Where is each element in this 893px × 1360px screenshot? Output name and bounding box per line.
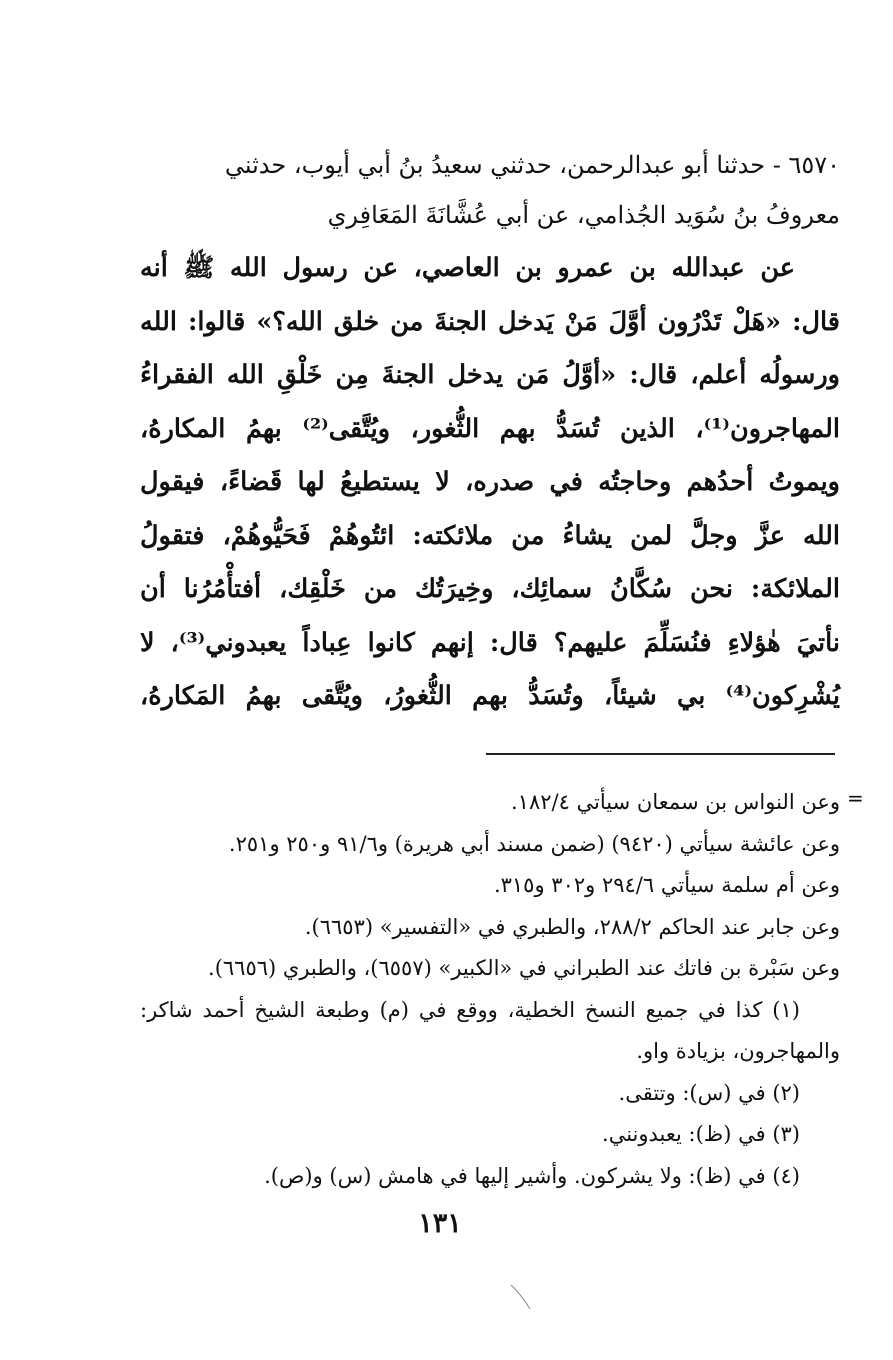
hadith-isnad [140,140,840,240]
footnotes [140,782,840,1197]
isnad-line: ٦٥٧٠ - حدثنا أبو عبدالرحمن، حدثني سعيدُ بنُ أبي أيوب، حدثني [224,151,840,179]
matn-line: ورسولُه أعلم، قال: «أوَّلُ مَن يدخل الجنةَ مِن خَلْقِ الله الفقراءُ [140,360,840,390]
matn-line: يُشْرِكون⁽⁴⁾ بي شيئاً، وتُسَدُّ بهم الثُّغورُ، ويُتَّقى بهمُ المَكارهُ، [140,681,840,711]
footnote-continuation-marker: = [847,786,864,810]
footnote-1-continuation: والمهاجرون، بزيادة واو. [636,1039,840,1063]
footnote-continuation-line: وعن عائشة سيأتي (٩٤٢٠) (ضمن مسند أبي هريرة) و٩١/٦ و٢٥٠ و٢٥١. [228,831,840,856]
page-number: ١٣١ [418,1208,462,1239]
footnote-2: (٢) في (س): وتتقى. [618,1080,800,1105]
matn-line: عن عبدالله بن عمرو بن العاصي، عن رسول الله ﷺ أنه [140,253,795,283]
matn-line: نأتيَ هٰؤلاءِ فنُسَلِّمَ عليهم؟ قال: إنهم كانوا عِباداً يعبدوني⁽³⁾، لا [140,627,841,658]
footnote-continuation-line: وعن النواس بن سمعان سيأتي ١٨٢/٤. [510,790,840,814]
footnote-1: (١) كذا في جميع النسخ الخطية، ووقع في (م) وطبعة الشيخ أحمد شاكر: [140,997,800,1022]
footnote-continuation-line: وعن أم سلمة سيأتي ٢٩٤/٦ و٣٠٢ و٣١٥. [493,873,840,897]
matn-line: ويموتُ أحدُهم وحاجتُه في صدره، لا يستطيعُ لها قَضاءً، فيقول [140,467,840,497]
footnote-continuation-line: وعن جابر عند الحاكم ٢٨٨/٢، والطبري في «التفسير» (٦٦٥٣). [304,914,840,939]
footnote-4: (٤) في (ظ): ولا يشركون. وأشير إليها في هامش (س) و(ص). [264,1163,800,1188]
isnad-line: معروفُ بنُ سُوَيد الجُذامي، عن أبي عُشَّانَةَ المَعَافِري [327,201,840,229]
footnote-continuation-line: وعن سَبْرة بن فاتك عند الطبراني في «الكبير» (٦٥٥٧)، والطبري (٦٦٥٦). [208,956,840,980]
scan-mark [508,1283,538,1313]
hadith-matn [140,242,840,724]
matn-line: الملائكة: نحن سُكَّانُ سمائِك، وخِيرَتُك من خَلْقِك، أفتأْمُرُنا أن [140,574,840,604]
matn-line: قال: «هَلْ تَدْرُون أوَّلَ مَنْ يَدخل الجنةَ من خلق الله؟» قالوا: الله [140,306,840,337]
matn-line: المهاجرون⁽¹⁾، الذين تُسَدُّ بهم الثُّغور، ويُتَّقى⁽²⁾ بهمُ المكارهُ، [140,413,840,444]
footnote-3: (٣) في (ظ): يعبدونني. [602,1122,800,1146]
matn-line: الله عزَّ وجلَّ لمن يشاءُ من ملائكته: ائتُوهُمْ فَحَيُّوهُمْ، فتقولُ [140,520,840,551]
footnote-separator [486,753,835,755]
